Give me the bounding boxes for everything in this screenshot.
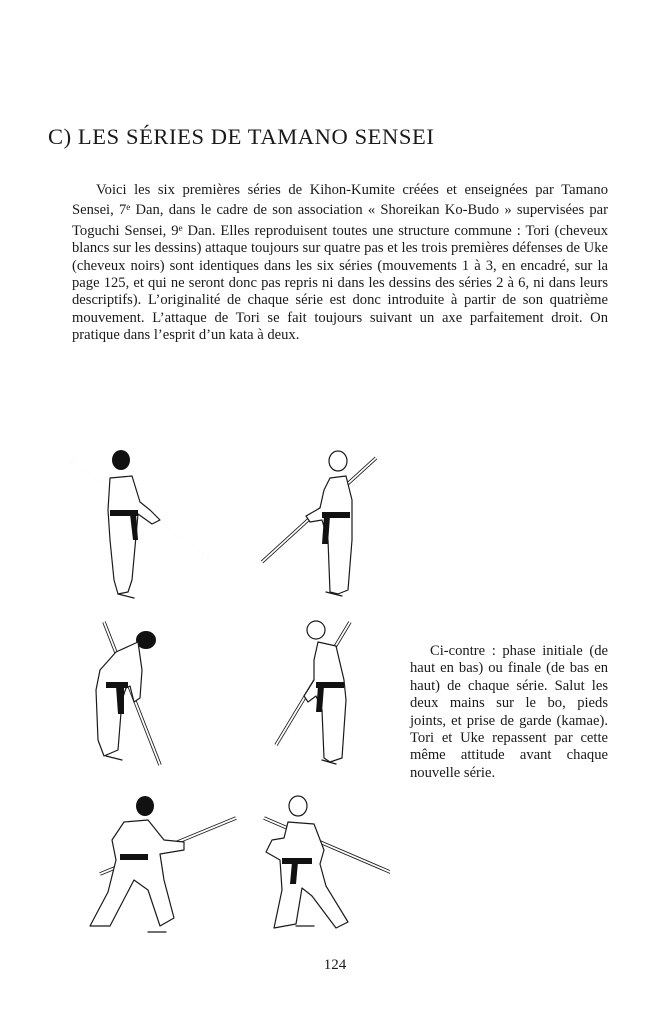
figure-tori-kamae — [264, 796, 390, 928]
caption-text: Ci-contre : phase initiale (de haut en bas) ou finale (de bas en haut) de chaque série. Salut les deux mains sur le bo, pieds joints, et prise de garde (kamae). Tori et Uke repassent par cette même attitude avant chaque nouvelle série. — [410, 643, 608, 781]
intro-paragraph — [72, 182, 608, 345]
page-title: C) LES SÉRIES DE TAMANO SENSEI — [48, 124, 435, 149]
intro-text-3: Dan. Elles reproduisent toutes une structure commune : Tori (cheveux blancs sur les dessins) attaque toujours sur quatre pas et les trois premières défenses de Uke (cheveux noirs) sont identiques dans les six séries (mouvements 1 à 3, en encadré, sur la page 125, et qui ne seront donc pas repris ni dans les dessins des séries 2 à 6, ni dans leurs descriptifs). L’originalité de chaque série est donc introduite à partir de son quatrième mouvement. L’attaque de Tori se fait toujours suivant un axe parfaitement droit. On pratique dans l’esprit d’un kata à deux. — [72, 222, 608, 344]
superscript-1: e — [126, 202, 131, 213]
illustrations — [60, 440, 390, 950]
figure-tori-bowing — [276, 621, 350, 764]
intro-text-2: Dan, dans le cadre de son association « Shoreikan Ko-Budo » supervisées par Toguchi Sensei, 9 — [72, 202, 608, 239]
intro-text-1: Voici les six premières séries de Kihon-Kumite créées et enseignées par Tamano Sensei, 7 — [72, 182, 608, 219]
page-number: 124 — [323, 957, 347, 973]
figure-uke-standing — [72, 450, 208, 598]
bo-kata-illustration — [60, 440, 390, 950]
figure-uke-bowing — [96, 622, 160, 765]
superscript-2: e — [178, 222, 183, 233]
figure-tori-standing — [262, 451, 376, 596]
illustration-caption — [410, 643, 608, 782]
figure-uke-kamae — [90, 796, 236, 932]
